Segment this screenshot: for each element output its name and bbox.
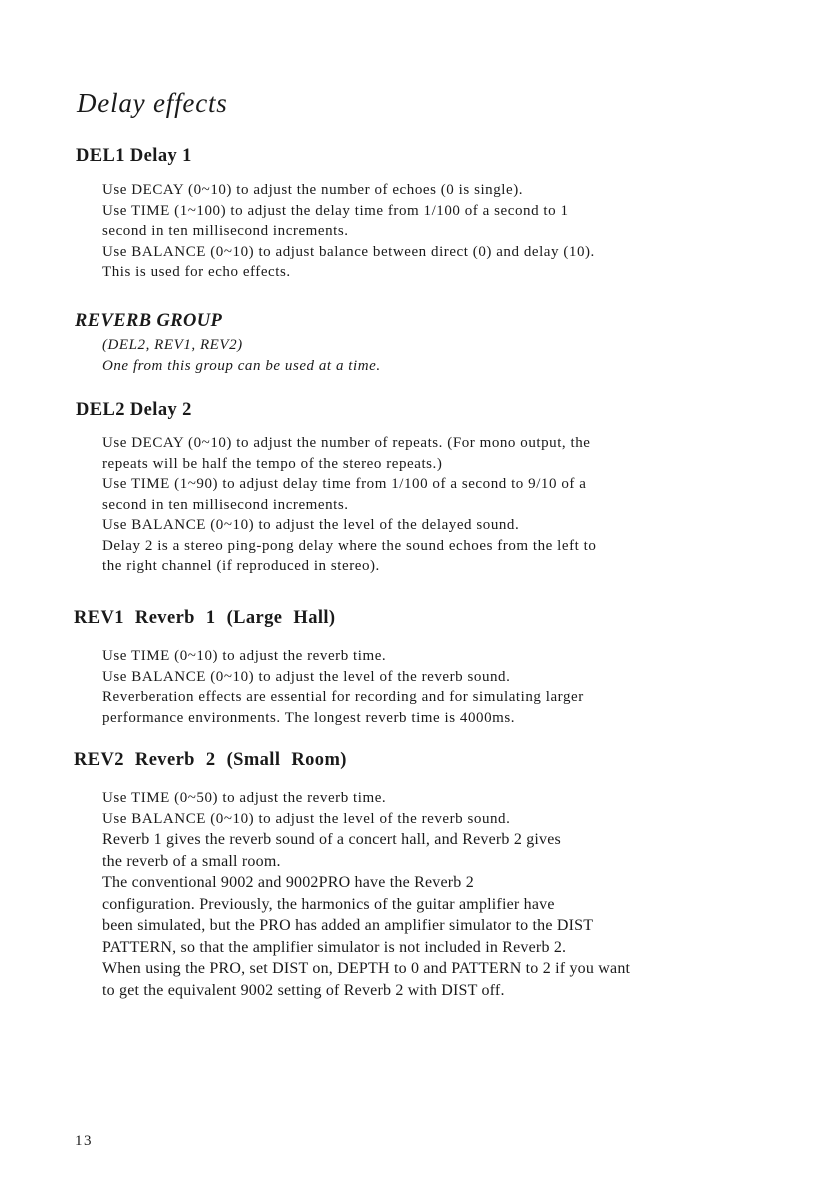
- section-heading-rev1: REV1 Reverb 1 (Large Hall): [74, 608, 336, 628]
- text-line: Use TIME (0~50) to adjust the reverb time.: [102, 790, 387, 806]
- text-line: Use BALANCE (0~10) to adjust the level of the reverb sound.: [102, 810, 511, 827]
- text-line: the right channel (if reproduced in stereo).: [102, 558, 380, 574]
- text-line: Use TIME (0~10) to adjust the reverb time.: [102, 648, 387, 664]
- text-line: (DEL2, REV1, REV2): [102, 337, 243, 353]
- text-line: Use BALANCE (0~10) to adjust the level of the delayed sound.: [102, 517, 520, 533]
- section-heading-reverb-group: REVERB GROUP: [75, 311, 223, 331]
- rev2-description: [102, 788, 792, 829]
- text-line: Use TIME (1~90) to adjust delay time from 1/100 of a second to 9/10 of a: [102, 476, 587, 492]
- text-line: One from this group can be used at a time.: [102, 357, 381, 374]
- text-line: Delay 2 is a stereo ping-pong delay where the sound echoes from the left to: [102, 537, 597, 554]
- text-line: This is used for echo effects.: [102, 264, 291, 280]
- text-line: been simulated, but the PRO has added an amplifier simulator to the DIST: [102, 917, 594, 934]
- section-heading-rev2: REV2 Reverb 2 (Small Room): [74, 750, 347, 770]
- text-line: Use TIME (1~100) to adjust the delay time from 1/100 of a second to 1: [102, 202, 569, 219]
- page-number: 13: [75, 1133, 93, 1149]
- text-line: The conventional 9002 and 9002PRO have the Reverb 2: [102, 874, 474, 891]
- reverb-group-note: [102, 335, 792, 376]
- text-line: to get the equivalent 9002 setting of Reverb 2 with DIST off.: [102, 981, 505, 999]
- text-line: Use BALANCE (0~10) to adjust balance between direct (0) and delay (10).: [102, 243, 595, 260]
- text-line: Use DECAY (0~10) to adjust the number of echoes (0 is single).: [102, 182, 524, 198]
- text-line: performance environments. The longest reverb time is 4000ms.: [102, 709, 516, 726]
- section-heading-del2: DEL2 Delay 2: [76, 400, 192, 420]
- section-heading-del1: DEL1 Delay 1: [76, 146, 192, 166]
- del1-description: [102, 180, 792, 283]
- text-line: repeats will be half the tempo of the stereo repeats.): [102, 455, 443, 472]
- page-title: Delay effects: [77, 88, 228, 118]
- del2-description: [102, 433, 792, 577]
- text-line: the reverb of a small room.: [102, 852, 281, 870]
- text-line: Reverberation effects are essential for recording and for simulating larger: [102, 689, 584, 705]
- text-line: configuration. Previously, the harmonics of the guitar amplifier have: [102, 895, 555, 913]
- text-line: Use BALANCE (0~10) to adjust the level of the reverb sound.: [102, 668, 511, 685]
- text-line: second in ten millisecond increments.: [102, 496, 349, 513]
- text-line: Use DECAY (0~10) to adjust the number of repeats. (For mono output, the: [102, 435, 591, 451]
- text-line: PATTERN, so that the amplifier simulator is not included in Reverb 2.: [102, 938, 567, 956]
- text-line: second in ten millisecond increments.: [102, 223, 349, 239]
- text-line: When using the PRO, set DIST on, DEPTH to 0 and PATTERN to 2 if you want: [102, 960, 631, 977]
- rev1-description: [102, 646, 792, 728]
- text-line: Reverb 1 gives the reverb sound of a concert hall, and Reverb 2 gives: [102, 831, 561, 848]
- rev2-note: [102, 829, 792, 1001]
